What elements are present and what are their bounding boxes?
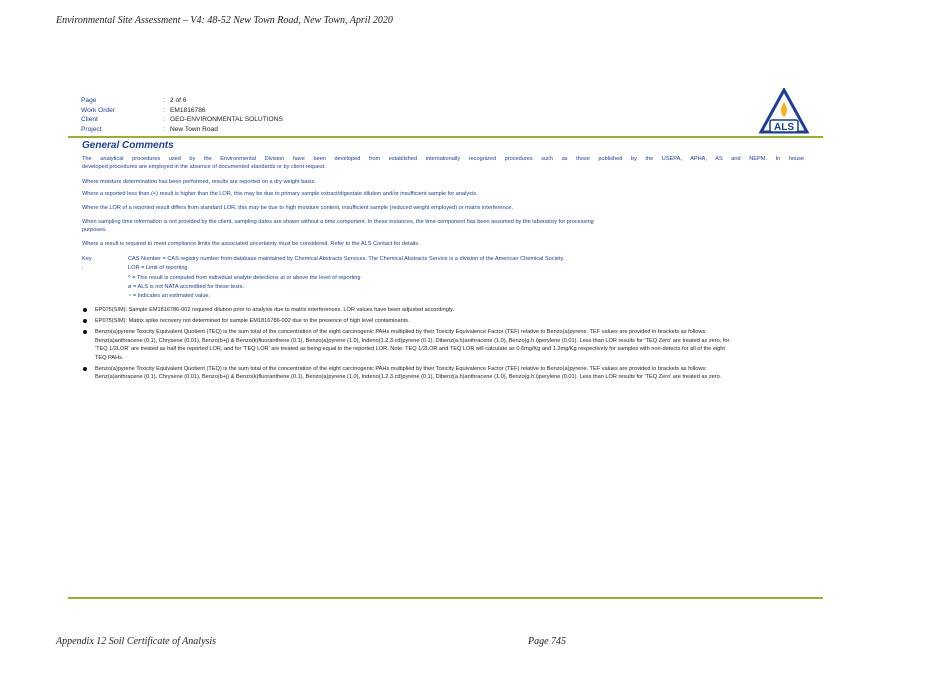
logo-text: ALS (774, 122, 794, 133)
footer-divider (68, 597, 823, 599)
paragraph-procedures-line-1: The analytical procedures used by the Environmental Division have been developed from established internationally recognized procedures such as those published by the USEPA, APHA, AS and NEPM. In house (82, 156, 804, 162)
meta-label: Project (81, 125, 102, 133)
key-line: CAS Number = CAS registry number from database maintained by Chemical Abstracts Services. The Chemical Abstracts Service is a division of the American Chemical Society. (128, 256, 565, 262)
bullet-text: Benzo(a)pyrene Toxicity Equivalent Quotient (TEQ) is the sum total of the concentration of the eight carcinogenic PAHs multiplied by their Toxicity Equivalence Factor (TEF) relative to Benzo(a)pyrene. TEF values are provided in brackets as follows: Benz(a)anthracene (0.1), Chrysene (0.01), Benzo(b+j) & Benzo(k)fluoranthene (0.1), Benzo(a)pyrene (1.0), Indeno(1.2.3.cd)pyrene (0.1), Dibenz(a.h)anthracene (1.0), Benzo(g.h.i)perylene (0.01). Less than LOR results for 'TEQ Zero' are treated as zero. (95, 365, 722, 381)
meta-label: Work Order (81, 106, 115, 114)
comment-bullet (82, 317, 732, 326)
bullet-text: Benzo(a)pyrene Toxicity Equivalent Quotient (TEQ) is the sum total of the concentration of the eight carcinogenic PAHs multiplied by their Toxicity Equivalence Factor (TEF) relative to Benzo(a)pyrene. TEF values are provided in brackets as follows: Benz(a)anthracene (0.1), Chrysene (0.01), Benzo(b+j) & Benzo(k)fluoranthene (0.1), Benzo(a)pyrene (1.0), Indeno(1.2.3.cd)pyrene (0.1), Dibenz(a.h)anthracene (1.0), Benzo(g.h.i)perylene (0.01). Less than LOR results for 'TEQ Zero' are treated as zero, for 'TEQ 1/2LOR' are treated as half the reported LOR, and for 'TEQ LOR' are treated as being equal to the reported LOR. Note: TEQ 1/2LOR and TEQ LOR will calculate as 0.6mg/Kg and 1.2mg/Kg respectively for samples with non-detects for all of the eight TEQ PAHs. (95, 329, 730, 361)
key-line: ^ = This result is computed from individual analyte detections at or above the level of reporting (128, 274, 361, 281)
paragraph-sampling-line-2: purposes. (82, 227, 107, 233)
header-divider (68, 136, 823, 138)
paragraph-lor: Where the LOR of a reported result differs from standard LOR, this may be due to high moisture content, insufficient sample (reduced weight employed) or matrix interference. (82, 205, 514, 211)
meta-row-page: Page : 2 of 6 (81, 97, 187, 104)
bullet-dot-icon (83, 330, 87, 334)
bullet-text: EP075(SIM): Sample EM1816786-002 required dilution prior to analysis due to matrix interferences. LOR values have been adjusted accordingly. (95, 307, 455, 313)
comment-bullet (82, 306, 732, 315)
bullet-text: EP075(SIM): Matrix spike recovery not determined for sample EM1816786-002 due to the presence of high level contaminants. (95, 318, 410, 325)
page-number: Page 745 (528, 636, 567, 647)
logo-flame (781, 102, 787, 117)
running-footer-left: Appendix 12 Soil Certificate of Analysis (56, 636, 217, 647)
meta-value: 2 of 6 (170, 97, 187, 104)
meta-row-project: Project : New Town Road (81, 125, 218, 133)
meta-label: Page (81, 97, 97, 104)
comment-bullet-list (82, 306, 732, 384)
paragraph-compliance: Where a result is required to meet compliance limits the associated uncertainty must be considered. Refer to the ALS Contact for details. (82, 241, 420, 247)
paragraph-moisture: Where moisture determination has been performed, results are reported on a dry weight basis. (82, 179, 316, 185)
bullet-dot-icon (83, 319, 87, 323)
meta-value: EM1816786 (170, 106, 206, 114)
paragraph-sampling-line-1: When sampling time information is not provided by the client, sampling dates are shown without a time component. In these instances, the time component has been assumed by the laboratory for processing (82, 219, 594, 225)
section-title: General Comments (82, 140, 174, 151)
als-logo (759, 88, 809, 136)
bullet-dot-icon (83, 367, 87, 371)
key-line: LOR = Limit of reporting (128, 265, 188, 272)
meta-row-work-order: Work Order : EM1816786 (81, 106, 206, 114)
report-meta (81, 96, 283, 134)
meta-label: Client (81, 116, 98, 124)
paragraph-less-than: Where a reported less than (<) result is higher than the LOR, this may be due to primary sample extract/digestate dilution and/or insufficient sample for analysis. (82, 191, 478, 197)
running-header: Environmental Site Assessment – V4: 48-52 New Town Road, New Town, April 2020 (56, 15, 393, 26)
key-line: ø = ALS is not NATA accredited for these tests. (128, 283, 244, 290)
meta-value: GEO-ENVIRONMENTAL SOLUTIONS (170, 116, 283, 124)
comment-bullet (82, 365, 732, 382)
key-label: Key : (82, 256, 92, 272)
key-line: ~ = Indicates an estimated value. (128, 293, 211, 300)
meta-row-client: Client : GEO-ENVIRONMENTAL SOLUTIONS (81, 116, 283, 124)
comment-bullet (82, 328, 732, 362)
paragraph-procedures-line-2: developed procedures are employed in the absence of documented standards or by client request. (82, 164, 326, 170)
bullet-dot-icon (83, 308, 87, 312)
meta-value: New Town Road (170, 125, 218, 133)
